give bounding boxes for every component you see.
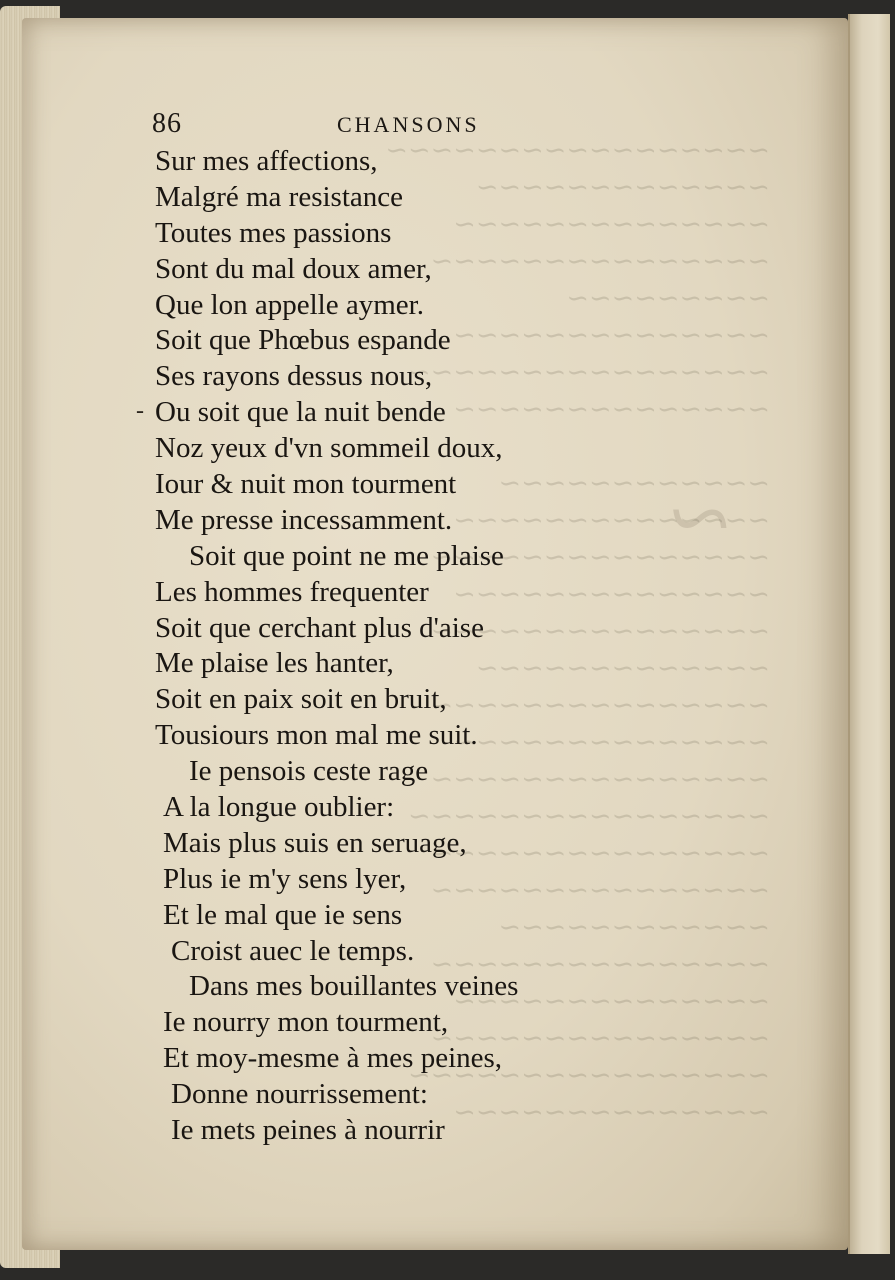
poem-line: Soit que cerchant plus d'aise xyxy=(155,611,484,644)
poem-line: Donne nourrissement: xyxy=(171,1078,428,1111)
poem-line: Noz yeux d'vn sommeil doux, xyxy=(155,432,503,465)
poem-line: Mais plus suis en seruage, xyxy=(163,826,467,859)
poem-line: Soit en paix soit en bruit, xyxy=(155,683,447,716)
poem-line: Plus ie m'y sens lyer, xyxy=(163,862,407,895)
poem-line: Ie nourry mon tourment, xyxy=(163,1006,449,1039)
poem-line: Les hommes frequenter xyxy=(155,575,429,608)
poem-line: Croist auec le temps. xyxy=(171,934,415,967)
poem-line: Et le mal que ie sens xyxy=(163,898,403,931)
poem-line: Ou soit que la nuit bende xyxy=(155,396,446,429)
poem-line: Soit que point ne me plaise xyxy=(189,539,504,572)
poem-line: Iour & nuit mon tourment xyxy=(155,468,457,501)
poem-line: Ie pensois ceste rage xyxy=(189,755,429,788)
poem-line: Sont du mal doux amer, xyxy=(155,252,432,285)
poem-line: Que lon appelle aymer. xyxy=(155,288,424,321)
poem-line: Me plaise les hanter, xyxy=(155,647,394,680)
poem-line: Toutes mes passions xyxy=(155,216,392,249)
margin-mark: - xyxy=(136,398,144,424)
poem-line: Dans mes bouillantes veines xyxy=(189,970,519,1003)
next-page-edge xyxy=(848,14,890,1254)
running-head xyxy=(152,108,572,142)
poem-line: Et moy-mesme à mes peines, xyxy=(163,1042,503,1075)
poem-line: Sur mes affections, xyxy=(155,145,378,177)
poem-line: Soit que Phœbus espande xyxy=(155,324,451,357)
page-number: 86 xyxy=(152,108,182,139)
poem-line: Ses rayons dessus nous, xyxy=(155,360,433,393)
poem-line: A la longue oublier: xyxy=(163,791,395,824)
running-title: CHANSONS xyxy=(337,112,480,137)
poem-line: Ie mets peines à nourrir xyxy=(171,1114,445,1147)
poem-line: Me presse incessamment. xyxy=(155,503,453,536)
poem-line: Tousiours mon mal me suit. xyxy=(155,719,478,752)
poem-text xyxy=(155,144,675,1149)
bleed-through-drop-cap: ~ xyxy=(670,457,730,579)
poem-line: Malgré ma resistance xyxy=(155,180,404,213)
